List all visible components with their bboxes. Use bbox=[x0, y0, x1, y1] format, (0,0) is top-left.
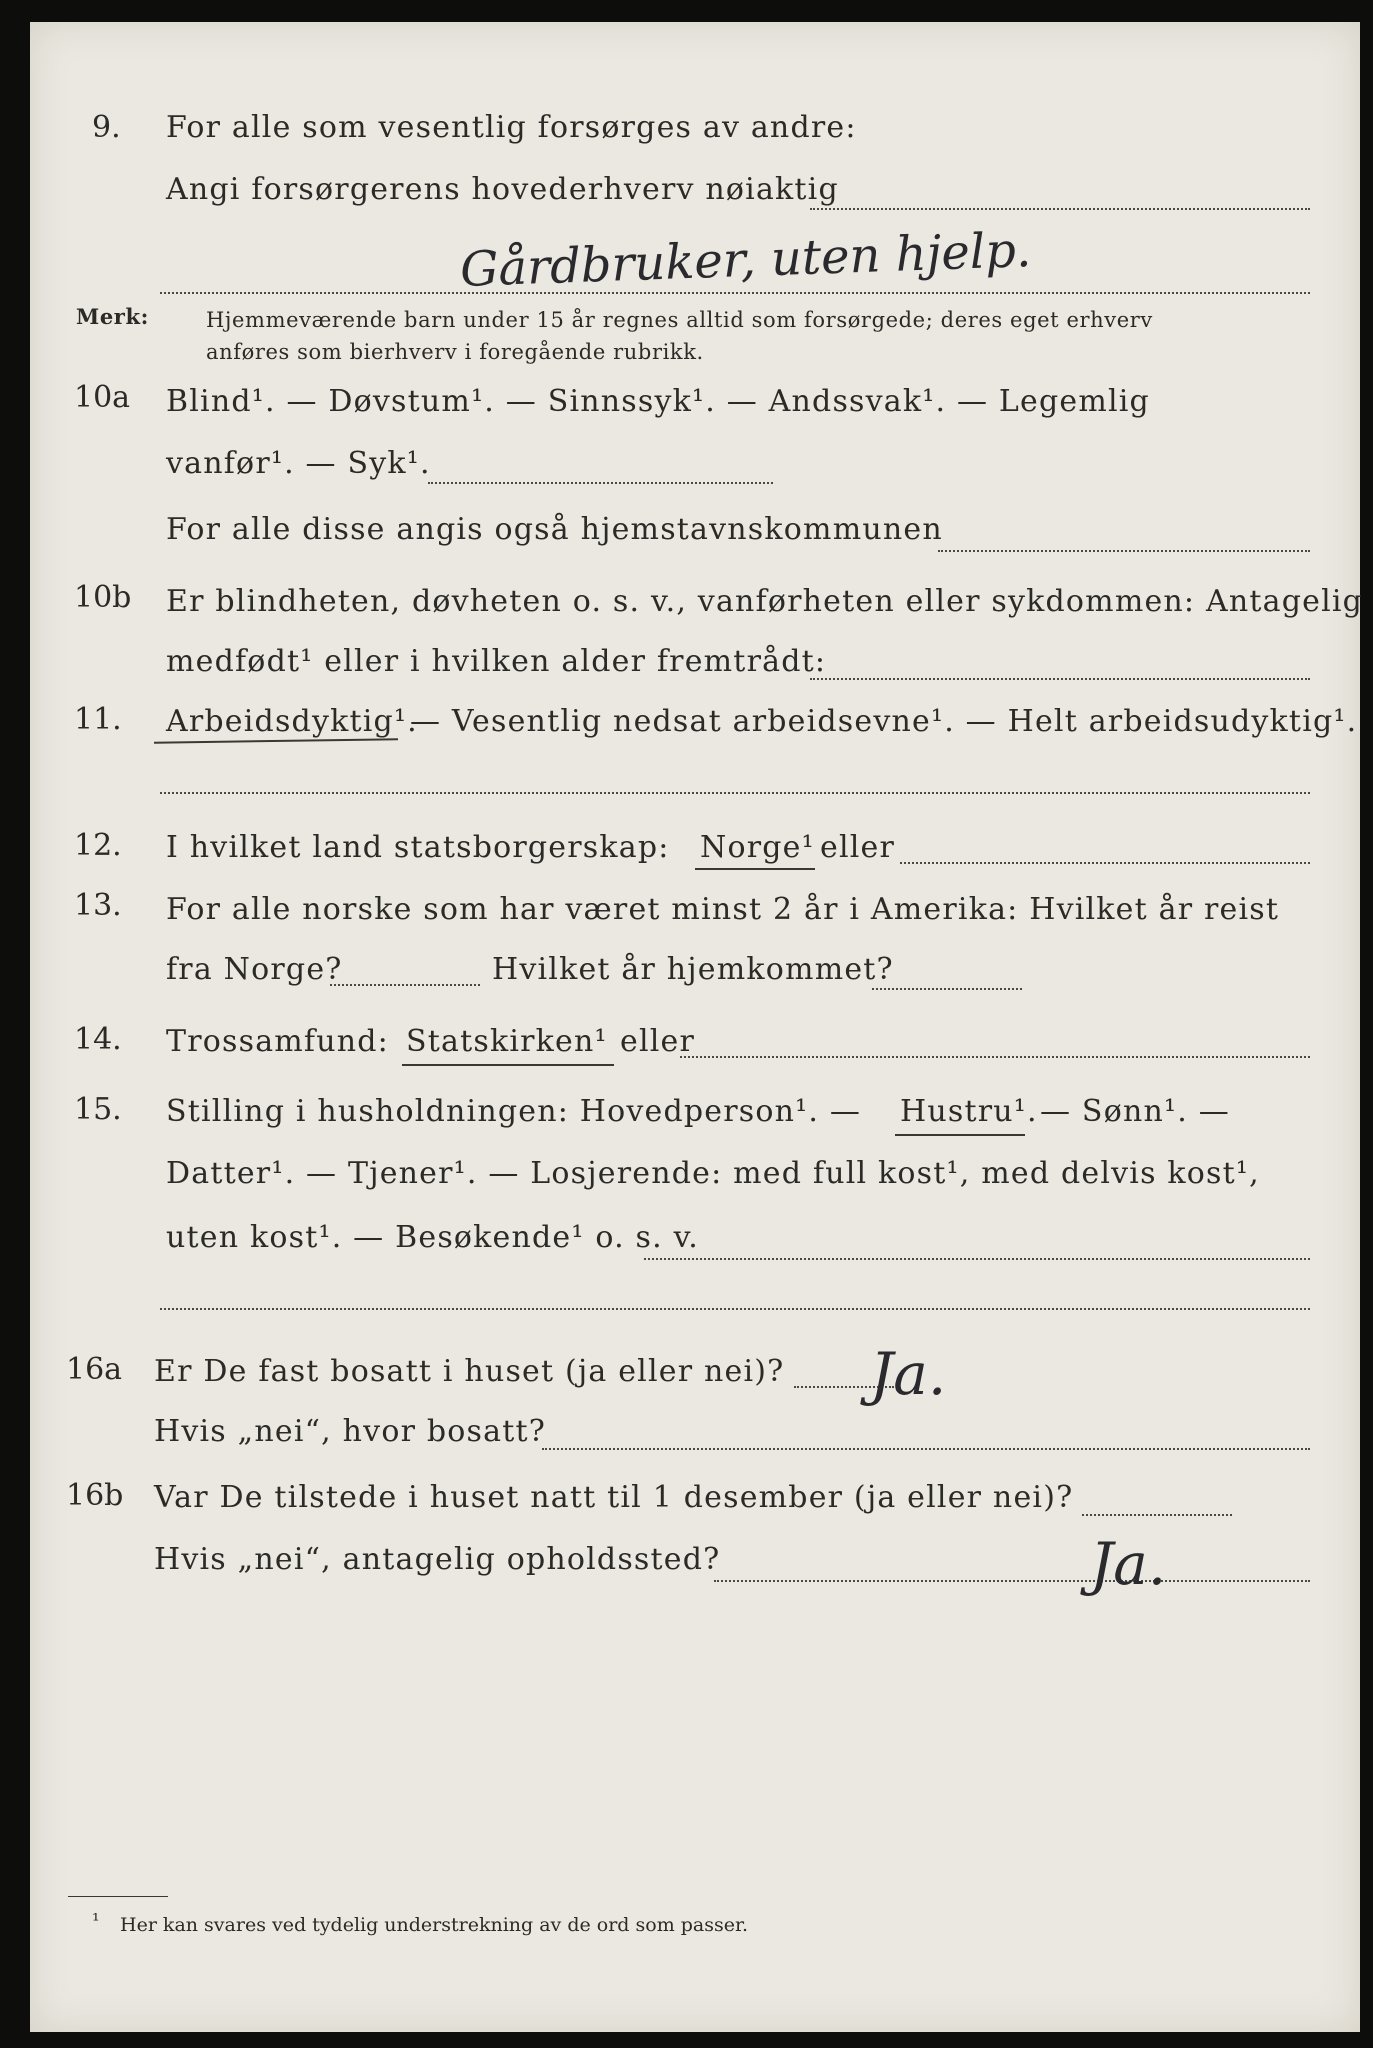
q16b-handwritten-answer[interactable]: Ja. bbox=[1090, 1530, 1167, 1598]
q16a-bosatt-fill-line bbox=[542, 1448, 1310, 1450]
q11-option-arbeidsdyktig[interactable]: Arbeidsdyktig¹. bbox=[166, 704, 418, 739]
q10a-line2: vanfør¹. — Syk¹. bbox=[166, 446, 431, 481]
q11-number: 11. bbox=[74, 702, 122, 737]
q9-fill-line bbox=[810, 208, 1310, 210]
q16b-fill-line bbox=[1082, 1514, 1232, 1516]
footnote-rule bbox=[68, 1896, 168, 1897]
q11-fill-line bbox=[160, 792, 1310, 794]
q16a-line1: Er De fast bosatt i huset (ja eller nei)? bbox=[154, 1354, 785, 1389]
q11-underline-mark bbox=[154, 738, 398, 743]
q14-fill-line bbox=[680, 1056, 1310, 1058]
q13-line2a: fra Norge? bbox=[166, 952, 343, 987]
q15-option-hustru[interactable]: Hustru¹. bbox=[900, 1094, 1038, 1129]
q15-number: 15. bbox=[74, 1092, 122, 1127]
q10a-line3: For alle disse angis også hjemstavnskommunen bbox=[166, 512, 943, 547]
q15-underline-mark bbox=[895, 1134, 1025, 1136]
q16b-opholdssted-fill-line bbox=[714, 1580, 1310, 1582]
q15-fill-line bbox=[644, 1258, 1310, 1260]
q16a-handwritten-answer[interactable]: Ja. bbox=[870, 1340, 947, 1408]
q16a-number: 16a bbox=[66, 1352, 123, 1387]
q10b-line2: medfødt¹ eller i hvilken alder fremtrådt: bbox=[166, 644, 827, 679]
q16b-number: 16b bbox=[66, 1478, 124, 1513]
q9-number: 9. bbox=[92, 110, 121, 145]
q15-extra-fill-line bbox=[160, 1308, 1310, 1310]
q13-number: 13. bbox=[74, 888, 122, 923]
q16a-line2: Hvis „nei“, hvor bosatt? bbox=[154, 1414, 547, 1449]
q15-line1b: — Sønn¹. — bbox=[1040, 1094, 1230, 1129]
q11-rest: — Vesentlig nedsat arbeidsevne¹. — Helt arbeidsudyktig¹. bbox=[410, 704, 1358, 739]
q13-line2b: Hvilket år hjemkommet? bbox=[492, 952, 894, 987]
q14-option-statskirken[interactable]: Statskirken¹ bbox=[406, 1024, 608, 1059]
q10b-number: 10b bbox=[74, 580, 132, 615]
q9-line2: Angi forsørgerens hovederhverv nøiaktig bbox=[166, 172, 839, 207]
q16b-line1: Var De tilstede i huset natt til 1 desember (ja eller nei)? bbox=[154, 1480, 1074, 1515]
q14-text: Trossamfund: bbox=[166, 1024, 389, 1059]
q12-tail: eller bbox=[820, 830, 896, 865]
q13-line1: For alle norske som har været minst 2 år i Amerika: Hvilket år reist bbox=[166, 892, 1280, 927]
q9-handwritten-answer[interactable]: Gårdbruker, uten hjelp. bbox=[459, 222, 1033, 298]
merk-line2: anføres som bierhverv i foregående rubrikk. bbox=[206, 340, 704, 364]
q15-line2: Datter¹. — Tjener¹. — Losjerende: med full kost¹, med delvis kost¹, bbox=[166, 1156, 1260, 1191]
q10a-kommune-fill-line bbox=[938, 550, 1310, 552]
q12-number: 12. bbox=[74, 828, 122, 863]
q16b-line2: Hvis „nei“, antagelig opholdssted? bbox=[154, 1542, 721, 1577]
q10b-line1: Er blindheten, døvheten o. s. v., vanførheten eller sykdommen: Antagelig bbox=[166, 584, 1364, 619]
q14-underline-mark bbox=[402, 1064, 614, 1066]
q10a-number: 10a bbox=[74, 380, 131, 415]
q10b-fill-line bbox=[810, 678, 1310, 680]
census-form-page bbox=[30, 22, 1364, 2032]
footnote-text: Her kan svares ved tydelig understrekning av de ord som passer. bbox=[120, 1914, 749, 1936]
q10a-syk-fill-line bbox=[428, 482, 773, 484]
q12-option-norge[interactable]: Norge¹ bbox=[700, 830, 815, 865]
merk-label: Merk: bbox=[76, 304, 149, 329]
q12-text: I hvilket land statsborgerskap: bbox=[166, 830, 670, 865]
q13-hjemkommet-fill-line bbox=[872, 988, 1022, 990]
q9-line1: For alle som vesentlig forsørges av andre: bbox=[166, 110, 857, 145]
q15-line1a: Stilling i husholdningen: Hovedperson¹. — bbox=[166, 1094, 862, 1129]
q12-fill-line bbox=[900, 862, 1310, 864]
q14-tail: eller bbox=[620, 1024, 696, 1059]
q12-underline-mark bbox=[695, 868, 815, 870]
footnote-mark: ¹ bbox=[92, 1910, 100, 1932]
q14-number: 14. bbox=[74, 1022, 122, 1057]
q13-reist-fill-line bbox=[330, 984, 480, 986]
q15-line3: uten kost¹. — Besøkende¹ o. s. v. bbox=[166, 1220, 699, 1255]
q10a-line1: Blind¹. — Døvstum¹. — Sinnssyk¹. — Andssvak¹. — Legemlig bbox=[166, 384, 1150, 419]
merk-line1: Hjemmeværende barn under 15 år regnes alltid som forsørgede; deres eget erhverv bbox=[206, 308, 1153, 332]
q9-answer-line bbox=[160, 292, 1310, 294]
